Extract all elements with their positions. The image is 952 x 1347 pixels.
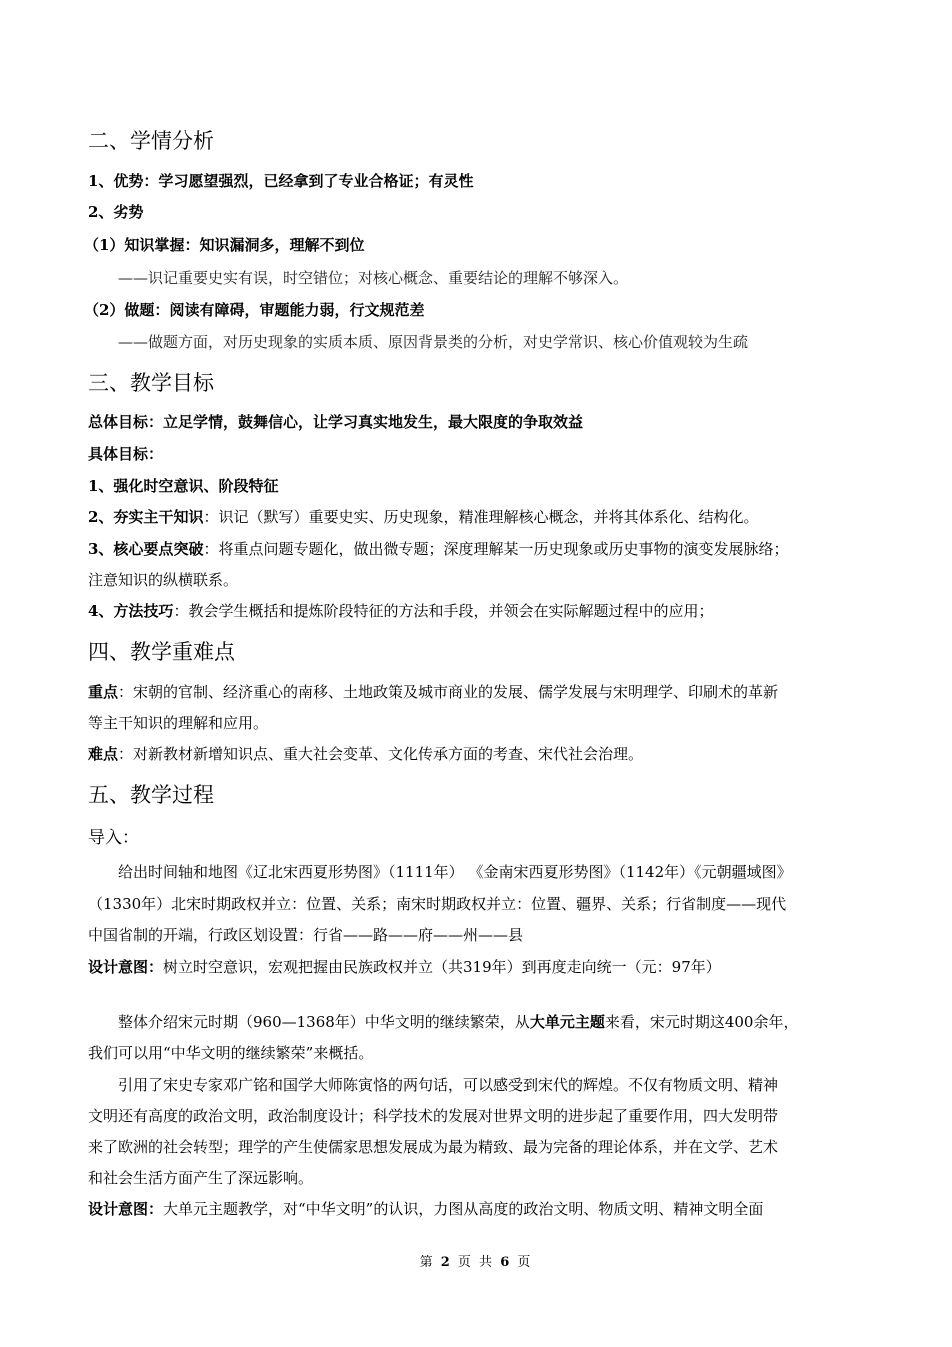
- goal-3-label: 3、核心要点突破: [88, 540, 204, 558]
- specific-goals-label: 具体目标：: [88, 445, 164, 463]
- design-intent-2-text: 大单元主题教学，对“中华文明”的认识，力图从高度的政治文明、物质文明、精神文明全面: [163, 1200, 764, 1218]
- heading-learning-analysis: 二、学情分析: [88, 129, 214, 153]
- intro-p1-line3: 中国省制的开端，行政区划设置：行省——路——府——州——县: [88, 926, 524, 944]
- overall-goal: 总体目标：立足学情，鼓舞信心，让学习真实地发生，最大限度的争取效益: [88, 413, 584, 431]
- goal-1: 1、强化时空意识、阶段特征: [88, 477, 279, 495]
- overview-p2-post: 来看，宋元时期这400余年，: [604, 1013, 799, 1031]
- intro-p1-line1: 给出时间轴和地图《辽北宋西夏形势图》（1111年） 《金南宋西夏形势图》（1142年）《元朝疆域图》: [118, 863, 792, 881]
- big-unit-theme: 大单元主题: [529, 1013, 605, 1031]
- overview-p3-line3: 来了欧洲的社会转型；理学的产生使儒家思想发展成为最为精致、最为完备的理论体系，并在文学、艺术: [88, 1138, 779, 1156]
- footer-page-number: 2: [440, 1255, 452, 1270]
- difficult-label: 难点: [88, 745, 119, 763]
- footer-pre: 第: [419, 1255, 435, 1270]
- footer-mid: 页 共: [457, 1255, 495, 1270]
- key-points: [88, 682, 778, 702]
- difficult-points: [88, 744, 643, 764]
- overview-p2-line1: [118, 1012, 798, 1032]
- design-intent-1-label: 设计意图：: [88, 958, 164, 976]
- heading-teaching-process: 五、教学过程: [88, 783, 214, 807]
- overview-p3-line2: 文明还有高度的政治文明，政治制度设计；科学技术的发展对世界文明的进步起了重要作用，四大发明带: [88, 1107, 779, 1125]
- goal-4-label: 4、方法技巧: [88, 602, 174, 620]
- heading-key-points: 四、教学重难点: [88, 640, 235, 664]
- heading-teaching-goals: 三、教学目标: [88, 371, 214, 395]
- goal-4-text: ：教会学生概括和提炼阶段特征的方法和手段，并领会在实际解题过程中的应用；: [173, 602, 714, 620]
- key-points-continued: 等主干知识的理解和应用。: [88, 714, 269, 732]
- disadvantage-line: 2、劣势: [88, 203, 144, 221]
- goal-2: [88, 507, 758, 527]
- advantage-line: 1、优势：学习愿望强烈，已经拿到了专业合格证；有灵性: [88, 172, 474, 190]
- question-title: （2）做题：阅读有障碍，审题能力弱，行文规范差: [84, 301, 425, 319]
- difficult-text: ：对新教材新增知识点、重大社会变革、文化传承方面的考查、宋代社会治理。: [118, 745, 644, 763]
- page-footer: [0, 1251, 952, 1270]
- goal-3: [88, 539, 788, 559]
- knowledge-detail: ——识记重要史实有误，时空错位；对核心概念、重要结论的理解不够深入。: [118, 269, 629, 287]
- design-intent-2: [88, 1199, 763, 1219]
- goal-2-label: 2、夯实主干知识: [88, 508, 204, 526]
- design-intent-1: [88, 957, 721, 977]
- footer-post: 页: [517, 1255, 533, 1270]
- goal-3-continued: 注意知识的纵横联系。: [88, 571, 239, 589]
- design-intent-1-text: 树立时空意识，宏观把握由民族政权并立（共319年）到再度走向统一（元：97年）: [163, 958, 721, 976]
- overview-p2-line2: 我们可以用“中华文明的继续繁荣”来概括。: [88, 1044, 374, 1062]
- overview-p2-pre: 整体介绍宋元时期（960—1368年）中华文明的继续繁荣，从: [118, 1013, 530, 1031]
- goal-4: [88, 601, 713, 621]
- knowledge-title: （1）知识掌握：知识漏洞多，理解不到位: [84, 236, 365, 254]
- overview-p3-line1: 引用了宋史专家邓广铭和国学大师陈寅恪的两句话，可以感受到宋代的辉煌。不仅有物质文明、精神: [118, 1076, 779, 1094]
- key-text: ：宋朝的官制、经济重心的南移、土地政策及城市商业的发展、儒学发展与宋明理学、印刷术的革新: [118, 683, 779, 701]
- intro-label: 导入：: [88, 828, 139, 848]
- intro-p1-line2: （1330年）北宋时期政权并立：位置、关系；南宋时期政权并立：位置、疆界、关系；行省制度——现代: [88, 895, 787, 913]
- overview-p3-line4: 和社会生活方面产生了深远影响。: [88, 1169, 314, 1187]
- goal-2-text: ：识记（默写）重要史实、历史现象，精准理解核心概念，并将其体系化、结构化。: [203, 508, 759, 526]
- design-intent-2-label: 设计意图：: [88, 1200, 164, 1218]
- question-detail: ——做题方面，对历史现象的实质本质、原因背景类的分析，对史学常识、核心价值观较为生疏: [118, 333, 749, 351]
- footer-total-pages: 6: [500, 1255, 512, 1270]
- key-label: 重点: [88, 683, 119, 701]
- goal-3-text: ：将重点问题专题化，做出微专题；深度理解某一历史现象或历史事物的演变发展脉络；: [203, 540, 789, 558]
